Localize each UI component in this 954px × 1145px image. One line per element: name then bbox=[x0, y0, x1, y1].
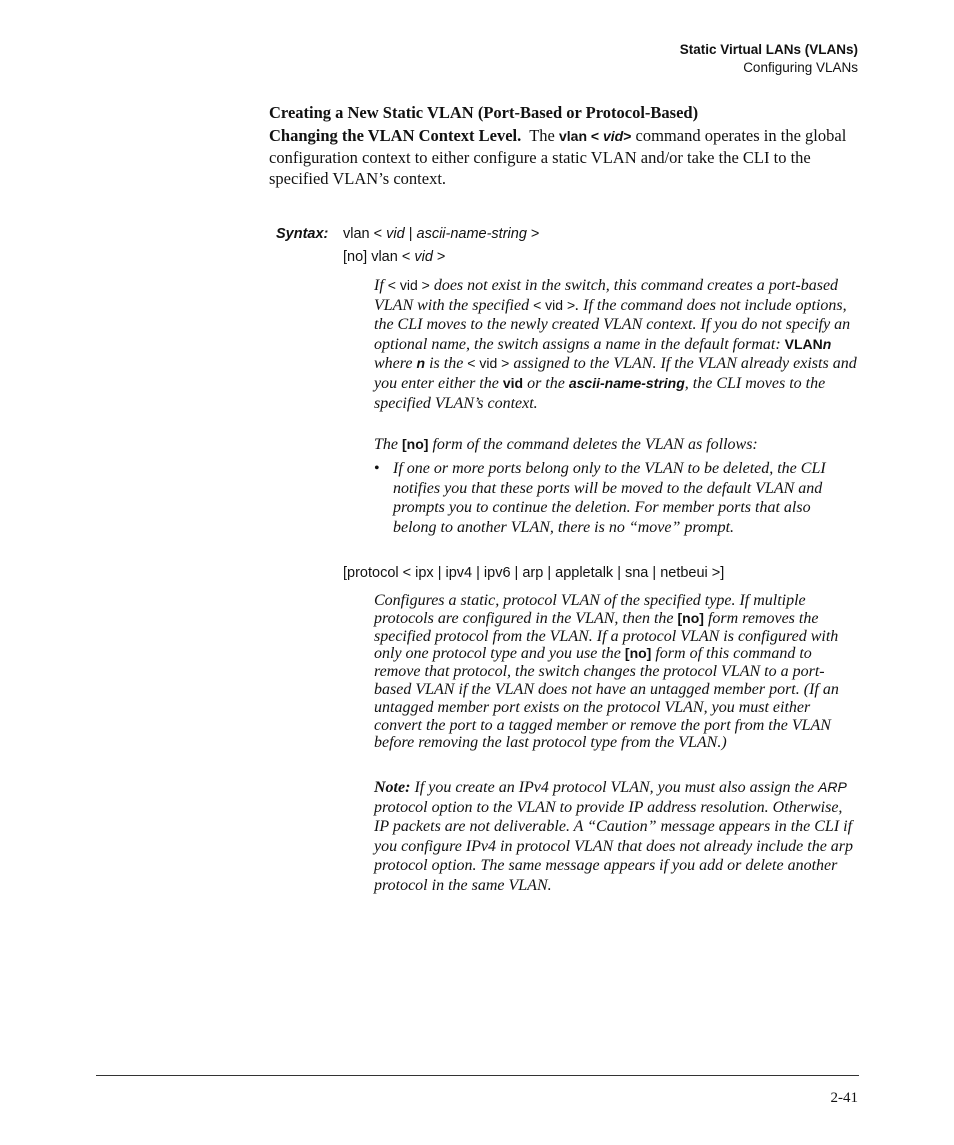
intro-text: command operates in the global configuration context to either configure a static VLAN and/or take the CLI to the specified VLAN’s context. bbox=[269, 126, 847, 188]
desc-text: is the bbox=[429, 355, 464, 373]
desc-text: form of the command deletes the VLAN as follows: bbox=[432, 436, 758, 453]
list-item bbox=[374, 459, 858, 537]
desc-text: , the CLI moves to the specified VLAN’s context. bbox=[374, 374, 826, 412]
desc-text: form removes the specified protocol from the VLAN. If a protocol VLAN is configured with only one protocol type and you use the bbox=[374, 609, 839, 663]
syntax-label: Syntax: bbox=[276, 226, 329, 242]
header-section: Configuring VLANs bbox=[743, 60, 858, 75]
syntax-line-vlan bbox=[343, 226, 539, 242]
vlan-description bbox=[374, 276, 858, 413]
note-label: Note: bbox=[374, 779, 411, 796]
desc-vlann: VLAN bbox=[784, 335, 823, 352]
desc-text: The bbox=[374, 436, 398, 453]
intro-the: The bbox=[529, 126, 555, 145]
syntax-param-name: ascii-name-string bbox=[416, 226, 527, 242]
desc-vid: < vid > bbox=[467, 355, 510, 372]
intro-command bbox=[559, 128, 631, 144]
syntax-line-no-vlan bbox=[343, 249, 445, 265]
desc-text: or the bbox=[527, 374, 565, 392]
intro-paragraph bbox=[269, 125, 859, 189]
running-header bbox=[680, 41, 858, 77]
desc-vid: < vid > bbox=[533, 296, 576, 313]
syntax-text: vlan < bbox=[343, 226, 387, 242]
cmd-vid: vid bbox=[602, 128, 624, 144]
cmd-vlan: vlan < bbox=[558, 128, 600, 144]
desc-n: n bbox=[416, 355, 426, 372]
syntax-text: > bbox=[432, 249, 446, 265]
syntax-param-vid: vid bbox=[386, 226, 405, 242]
desc-text: does not exist in the switch, this command creates a port-based VLAN with the specified bbox=[374, 277, 839, 314]
header-chapter: Static Virtual LANs (VLANs) bbox=[679, 42, 858, 57]
desc-ascii-name: ascii-name-string bbox=[568, 374, 685, 391]
syntax-line-protocol: [protocol < ipx | ipv4 | ipv6 | arp | appletalk | sna | netbeui >] bbox=[343, 565, 725, 581]
desc-text: . If the command does not include options, the CLI moves to the newly created VLAN context. If you do not specify an optional name, the switch assigns a name in the default format: bbox=[374, 296, 851, 353]
note-arp: ARP bbox=[818, 779, 847, 795]
desc-text: protocol option to the VLAN to provide IP address resolution. Otherwise, IP packets are not deliverable. A “Caution” message appears in the CLI if you configure IPv4 in protocol VLAN that does not already include the arp protocol option. The same message appears if you add or delete another protocol in the same VLAN. bbox=[374, 798, 854, 894]
desc-text: If you create an IPv4 protocol VLAN, you must also assign the bbox=[414, 779, 815, 796]
section-title: Creating a New Static VLAN (Port-Based or Protocol-Based) bbox=[269, 103, 699, 122]
desc-vid-bold: vid bbox=[502, 374, 524, 391]
desc-text: assigned to the VLAN. If the VLAN already exists and you enter either the bbox=[374, 355, 857, 392]
desc-no: [no] bbox=[402, 436, 429, 452]
syntax-text: > bbox=[526, 226, 540, 242]
note-paragraph bbox=[374, 778, 858, 896]
syntax-param-vid: vid bbox=[414, 249, 433, 265]
desc-no: [no] bbox=[677, 609, 704, 626]
desc-text: form of this command to remove that protocol, the switch changes the protocol VLAN to a port-based VLAN if the VLAN does not have an untagged member port. (If an untagged member port exists on the protocol VLAN, you must either convert the port to a tagged member or remove the port from the VLAN before removing the last protocol type from the VLAN.) bbox=[374, 645, 839, 752]
intro-lead: Changing the VLAN Context Level. bbox=[269, 126, 522, 145]
desc-n: n bbox=[822, 335, 832, 352]
desc-text: where bbox=[374, 355, 413, 373]
no-form-description bbox=[374, 435, 858, 455]
desc-text: Configures a static, protocol VLAN of the specified type. If multiple protocols are configured in the VLAN, then the bbox=[374, 592, 806, 627]
page-number: 2-41 bbox=[830, 1090, 858, 1106]
bullet-symbol: • bbox=[374, 460, 380, 477]
cmd-close: > bbox=[623, 128, 632, 144]
syntax-text: [no] vlan < bbox=[343, 249, 415, 265]
protocol-description bbox=[374, 592, 858, 752]
desc-text: If bbox=[374, 277, 384, 294]
desc-vid: < vid > bbox=[387, 277, 430, 293]
desc-no: [no] bbox=[624, 645, 652, 662]
bullet-text: If one or more ports belong only to the VLAN to be deleted, the CLI notifies you that these ports will be moved to the default VLAN and prompts you to continue the deletion. For member ports that also belong to another VLAN, there is no “move” prompt. bbox=[393, 460, 826, 536]
footer-rule bbox=[96, 1075, 859, 1076]
syntax-sep: | bbox=[404, 226, 417, 242]
